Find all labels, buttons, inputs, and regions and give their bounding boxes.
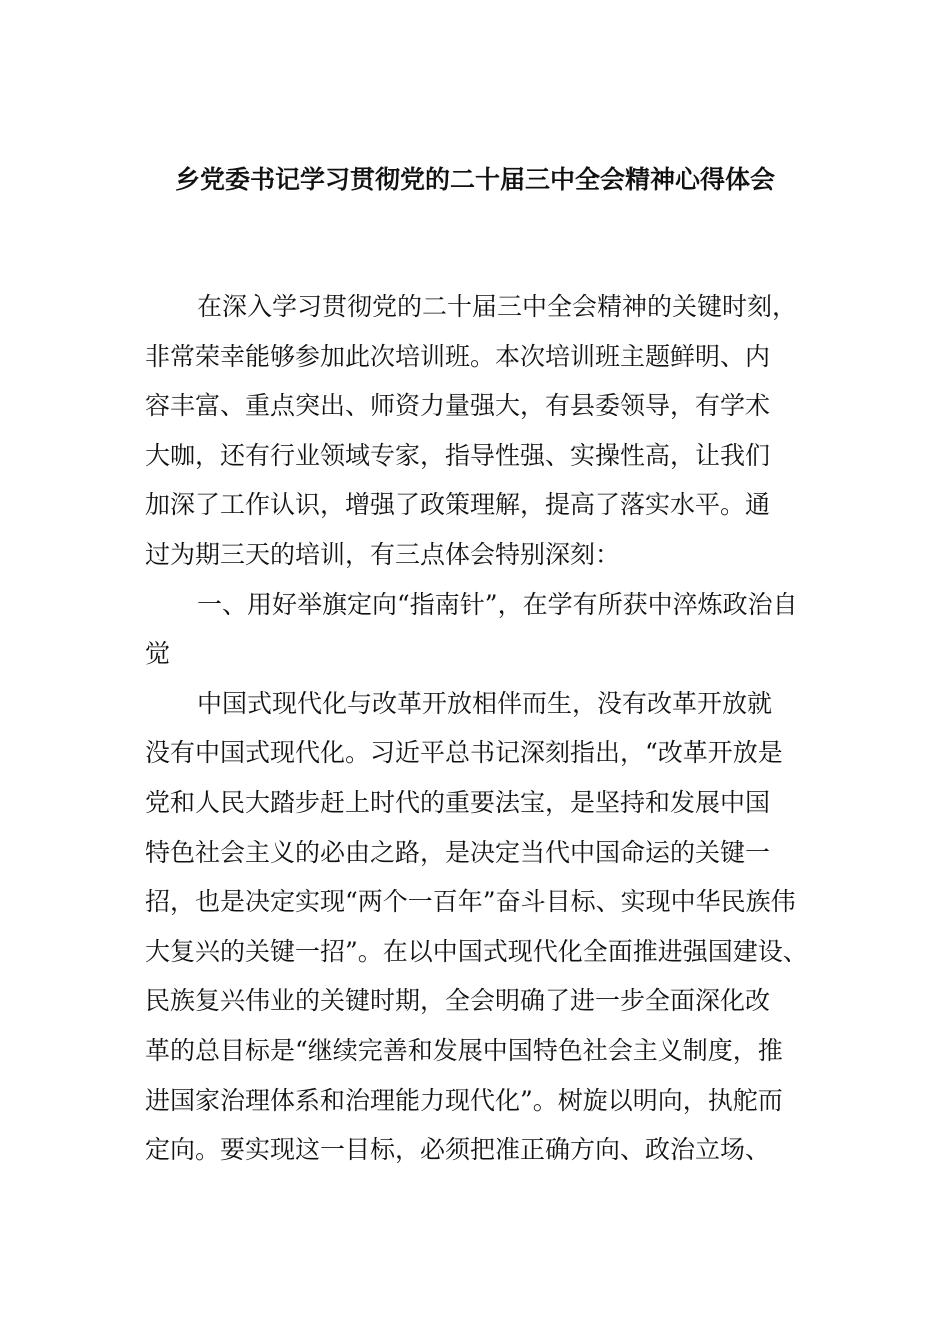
section-heading-line: 觉 bbox=[145, 639, 171, 669]
body-line: 非常荣幸能够参加此次培训班。本次培训班主题鲜明、内 bbox=[145, 341, 771, 371]
body-line: 加深了工作认识，增强了政策理解，提高了落实水平。通 bbox=[145, 490, 771, 520]
body-line: 党和人民大踏步赶上时代的重要法宝，是坚持和发展中国 bbox=[145, 787, 771, 817]
body-line: 定向。要实现这一目标，必须把准正确方向、政治立场、 bbox=[145, 1135, 771, 1165]
body-line: 进国家治理体系和治理能力现代化”。树旋以明向，执舵而 bbox=[145, 1085, 783, 1115]
body-line: 没有中国式现代化。习近平总书记深刻指出，“改革开放是 bbox=[145, 738, 783, 768]
body-line: 特色社会主义的必由之路，是决定当代中国命运的关键一 bbox=[145, 837, 771, 867]
body-line: 民族复兴伟业的关键时期，全会明确了进一步全面深化改 bbox=[145, 986, 771, 1016]
body-line: 大咖，还有行业领域专家，指导性强、实操性高，让我们 bbox=[145, 440, 771, 470]
document-title: 乡党委书记学习贯彻党的二十届三中全会精神心得体会 bbox=[174, 165, 775, 194]
section-heading-line: 一、用好举旗定向“指南针”，在学有所获中淬炼政治自 bbox=[197, 589, 798, 619]
body-line: 中国式现代化与改革开放相伴而生，没有改革开放就 bbox=[197, 688, 773, 718]
document-body bbox=[145, 282, 825, 1175]
body-line: 招，也是决定实现“两个一百年”奋斗目标、实现中华民族伟 bbox=[145, 887, 796, 917]
body-line: 在深入学习贯彻党的二十届三中全会精神的关键时刻， bbox=[197, 292, 798, 321]
body-line: 大复兴的关键一招”。在以中国式现代化全面推进强国建设、 bbox=[145, 936, 808, 966]
body-line: 过为期三天的培训，有三点体会特别深刻： bbox=[145, 539, 621, 569]
body-line: 革的总目标是“继续完善和发展中国特色社会主义制度，推 bbox=[145, 1035, 783, 1065]
body-line: 容丰富、重点突出、师资力量强大，有县委领导，有学术 bbox=[145, 391, 771, 421]
